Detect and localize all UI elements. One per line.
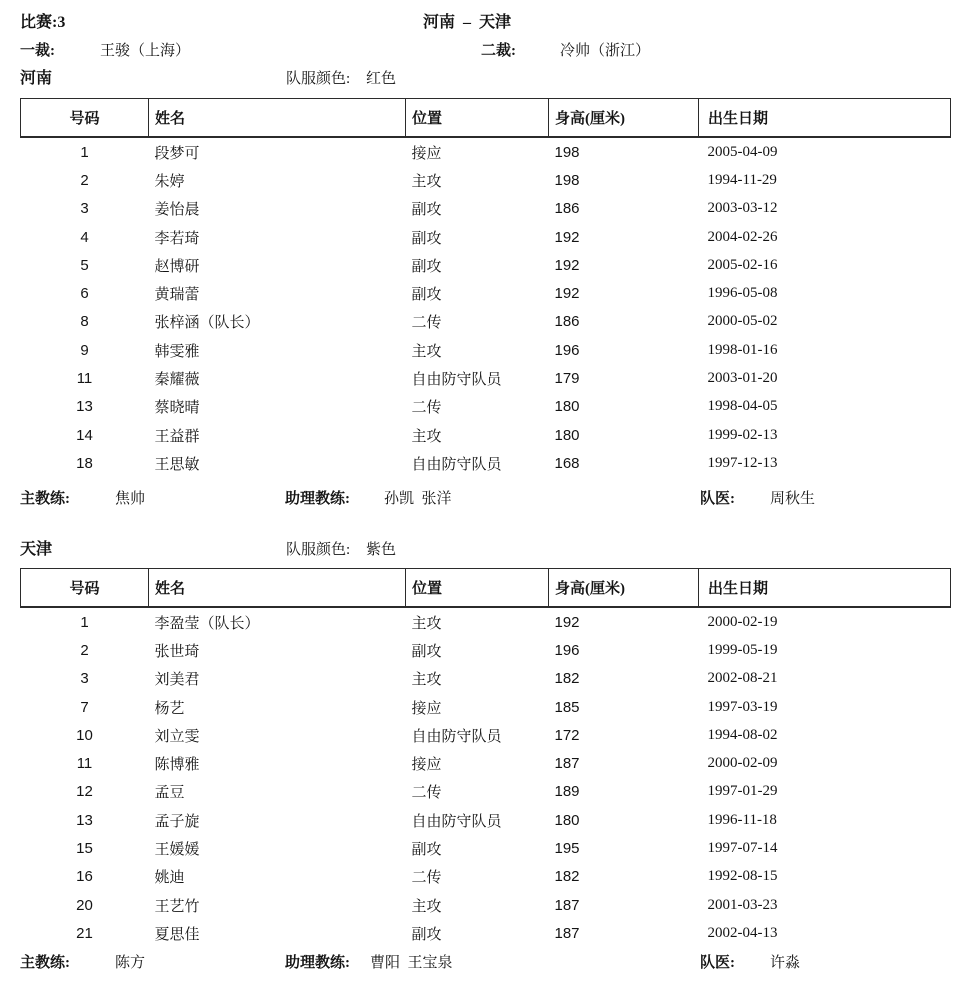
player-row	[21, 279, 951, 307]
team1-name: 河南	[20, 70, 53, 87]
uniform-color-value-team1: 红色	[366, 71, 397, 87]
player-row	[21, 863, 951, 891]
player-name: 姚迪	[154, 870, 185, 887]
player-number: 2	[80, 641, 89, 659]
player-birth: 2000-02-09	[707, 755, 778, 772]
player-birth: 2002-08-21	[707, 670, 778, 687]
referees-line	[0, 41, 954, 61]
player-name: 张世琦	[154, 643, 200, 660]
player-name: 黄瑞蕾	[154, 287, 200, 304]
player-number: 12	[76, 783, 93, 801]
player-row	[21, 195, 951, 223]
player-birth: 1996-11-18	[707, 811, 777, 828]
player-name: 杨艺	[154, 700, 185, 717]
player-birth: 1997-01-29	[707, 783, 778, 800]
team2-name: 天津	[20, 541, 53, 558]
referee2-name: 冷帅（浙江）	[560, 43, 651, 59]
player-position: 二传	[411, 315, 442, 332]
player-row	[21, 607, 951, 636]
col-header-name: 姓名	[149, 569, 406, 608]
head-coach-label-team1: 主教练:	[20, 491, 70, 507]
player-birth: 2004-02-26	[707, 228, 778, 245]
player-number: 18	[76, 454, 93, 472]
doctor-name-team1: 周秋生	[770, 491, 816, 507]
player-name: 刘立雯	[154, 728, 200, 745]
player-number: 21	[76, 924, 93, 942]
player-birth: 1997-07-14	[707, 840, 778, 857]
player-row	[21, 166, 951, 194]
uniform-color-label-team2: 队服颜色:	[286, 542, 351, 558]
player-position: 副攻	[411, 202, 442, 219]
player-position: 副攻	[411, 926, 442, 943]
player-row	[21, 364, 951, 392]
player-height: 198	[554, 171, 580, 189]
player-number: 11	[76, 755, 93, 773]
player-position: 自由防守队员	[411, 456, 502, 473]
team1-info-line	[0, 69, 954, 89]
player-birth: 1992-08-15	[707, 868, 778, 885]
player-position: 主攻	[411, 672, 442, 689]
player-number: 3	[80, 670, 89, 688]
player-name: 夏思佳	[154, 926, 200, 943]
player-birth: 2002-04-13	[707, 924, 778, 941]
player-height: 189	[554, 783, 580, 801]
col-header-position: 位置	[406, 569, 549, 608]
player-row	[21, 665, 951, 693]
player-row	[21, 749, 951, 777]
uniform-color-label-team1: 队服颜色:	[286, 71, 351, 87]
player-name: 李若琦	[154, 230, 200, 247]
referee2-label: 二裁:	[481, 43, 516, 59]
player-position: 主攻	[411, 615, 442, 632]
referee1-name: 王骏（上海）	[100, 43, 191, 59]
doctor-label-team2: 队医:	[700, 955, 735, 971]
match-header-line	[0, 13, 954, 33]
player-row	[21, 223, 951, 251]
player-position: 二传	[411, 870, 442, 887]
player-birth: 1998-01-16	[707, 341, 778, 358]
player-row	[21, 891, 951, 919]
player-row	[21, 693, 951, 721]
player-birth: 1994-11-29	[707, 171, 777, 188]
player-birth: 2001-03-23	[707, 896, 778, 913]
player-height: 186	[554, 313, 580, 331]
player-height: 196	[554, 641, 580, 659]
player-number: 15	[76, 840, 93, 858]
roster-table-header	[21, 99, 951, 138]
player-birth: 1997-03-19	[707, 698, 778, 715]
head-coach-label-team2: 主教练:	[20, 955, 70, 971]
player-position: 副攻	[411, 287, 442, 304]
player-row	[21, 393, 951, 421]
player-height: 185	[554, 698, 580, 716]
player-height: 192	[554, 256, 580, 274]
player-height: 168	[554, 454, 580, 472]
player-name: 蔡晓晴	[154, 400, 200, 417]
player-birth: 1999-05-19	[707, 641, 778, 658]
player-row	[21, 308, 951, 336]
player-position: 主攻	[411, 428, 442, 445]
assistant-coach-names-team2: 曹阳 王宝泉	[370, 955, 453, 971]
player-birth: 2000-02-19	[707, 613, 778, 630]
assistant-coach-names-team1: 孙凯 张洋	[384, 491, 452, 507]
player-height: 195	[554, 840, 580, 858]
roster-table-team1	[20, 98, 951, 478]
player-number: 16	[76, 868, 93, 886]
col-header-birth: 出生日期	[699, 569, 951, 608]
player-position: 主攻	[411, 898, 442, 915]
player-number: 1	[80, 613, 89, 631]
assistant-coach-label-team2: 助理教练:	[285, 955, 350, 971]
player-row	[21, 137, 951, 166]
player-position: 副攻	[411, 230, 442, 247]
uniform-color-value-team2: 紫色	[366, 542, 397, 558]
referee1-label: 一裁:	[20, 43, 55, 59]
player-height: 198	[554, 143, 580, 161]
player-name: 王思敏	[154, 456, 200, 473]
player-height: 192	[554, 613, 580, 631]
player-name: 王益群	[154, 428, 200, 445]
doctor-name-team2: 许淼	[770, 955, 801, 971]
header-row	[21, 569, 951, 608]
player-number: 7	[80, 698, 89, 716]
player-birth: 2005-04-09	[707, 143, 778, 160]
player-row	[21, 636, 951, 664]
player-name: 韩雯雅	[154, 343, 200, 360]
player-birth: 1999-02-13	[707, 426, 778, 443]
player-number: 13	[76, 398, 93, 416]
player-height: 182	[554, 670, 580, 688]
player-height: 182	[554, 868, 580, 886]
player-name: 秦耀薇	[154, 372, 200, 389]
player-row	[21, 251, 951, 279]
player-number: 2	[80, 171, 89, 189]
col-header-name: 姓名	[149, 99, 406, 138]
player-name: 陈博雅	[154, 757, 200, 774]
roster-table-team2	[20, 568, 951, 948]
player-row	[21, 421, 951, 449]
player-height: 192	[554, 285, 580, 303]
match-label: 比赛:3	[20, 14, 66, 31]
col-header-number: 号码	[21, 99, 149, 138]
player-number: 13	[76, 811, 93, 829]
doctor-label-team1: 队医:	[700, 491, 735, 507]
player-name: 段梦可	[154, 145, 200, 162]
head-coach-name-team1: 焦帅	[115, 491, 146, 507]
player-position: 接应	[411, 757, 442, 774]
staff-line-team2	[0, 953, 954, 973]
player-position: 二传	[411, 400, 442, 417]
player-birth: 1996-05-08	[707, 285, 778, 302]
player-height: 180	[554, 811, 580, 829]
col-header-birth: 出生日期	[699, 99, 951, 138]
player-row	[21, 721, 951, 749]
player-height: 186	[554, 200, 580, 218]
player-position: 主攻	[411, 343, 442, 360]
head-coach-name-team2: 陈方	[115, 955, 146, 971]
player-row	[21, 834, 951, 862]
assistant-coach-label-team1: 助理教练:	[285, 491, 350, 507]
player-birth: 1998-04-05	[707, 398, 778, 415]
player-name: 李盈莹（队长）	[154, 615, 260, 632]
player-position: 副攻	[411, 643, 442, 660]
player-birth: 2000-05-02	[707, 313, 778, 330]
header-row	[21, 99, 951, 138]
player-name: 刘美君	[154, 672, 200, 689]
team2-info-line	[0, 540, 954, 560]
roster-body-team1	[21, 137, 951, 478]
col-header-number: 号码	[21, 569, 149, 608]
roster-body-team2	[21, 607, 951, 948]
player-height: 179	[554, 370, 580, 388]
player-row	[21, 778, 951, 806]
player-number: 8	[80, 313, 89, 331]
col-header-position: 位置	[406, 99, 549, 138]
col-header-height: 身高(厘米)	[549, 99, 699, 138]
player-name: 张梓涵（队长）	[154, 315, 260, 332]
player-height: 180	[554, 426, 580, 444]
player-name: 王艺竹	[154, 898, 200, 915]
player-name: 王媛媛	[154, 842, 200, 859]
player-position: 接应	[411, 145, 442, 162]
player-birth: 1994-08-02	[707, 726, 778, 743]
match-title: 河南 – 天津	[423, 14, 512, 31]
player-position: 副攻	[411, 842, 442, 859]
player-position: 二传	[411, 785, 442, 802]
player-height: 196	[554, 341, 580, 359]
player-number: 1	[80, 143, 89, 161]
player-position: 自由防守队员	[411, 372, 502, 389]
player-name: 赵博研	[154, 258, 200, 275]
player-birth: 2003-01-20	[707, 370, 778, 387]
player-number: 20	[76, 896, 93, 914]
player-row	[21, 336, 951, 364]
roster-table-header	[21, 569, 951, 608]
player-number: 14	[76, 426, 93, 444]
col-header-height: 身高(厘米)	[549, 569, 699, 608]
player-number: 10	[76, 726, 93, 744]
player-number: 9	[80, 341, 89, 359]
player-height: 187	[554, 896, 580, 914]
player-number: 6	[80, 285, 89, 303]
player-height: 172	[554, 726, 580, 744]
player-position: 主攻	[411, 173, 442, 190]
player-name: 孟豆	[154, 785, 185, 802]
player-height: 187	[554, 755, 580, 773]
player-position: 接应	[411, 700, 442, 717]
player-height: 192	[554, 228, 580, 246]
player-birth: 2005-02-16	[707, 256, 778, 273]
player-birth: 2003-03-12	[707, 200, 778, 217]
player-row	[21, 919, 951, 947]
staff-line-team1	[0, 489, 954, 509]
player-number: 5	[80, 256, 89, 274]
player-position: 副攻	[411, 258, 442, 275]
player-name: 孟子旋	[154, 813, 200, 830]
player-number: 3	[80, 200, 89, 218]
player-number: 11	[76, 370, 93, 388]
player-row	[21, 806, 951, 834]
player-position: 自由防守队员	[411, 813, 502, 830]
player-row	[21, 449, 951, 477]
player-name: 朱婷	[154, 173, 185, 190]
player-birth: 1997-12-13	[707, 454, 778, 471]
player-name: 姜怡晨	[154, 202, 200, 219]
player-height: 180	[554, 398, 580, 416]
player-position: 自由防守队员	[411, 728, 502, 745]
player-number: 4	[80, 228, 89, 246]
player-height: 187	[554, 924, 580, 942]
